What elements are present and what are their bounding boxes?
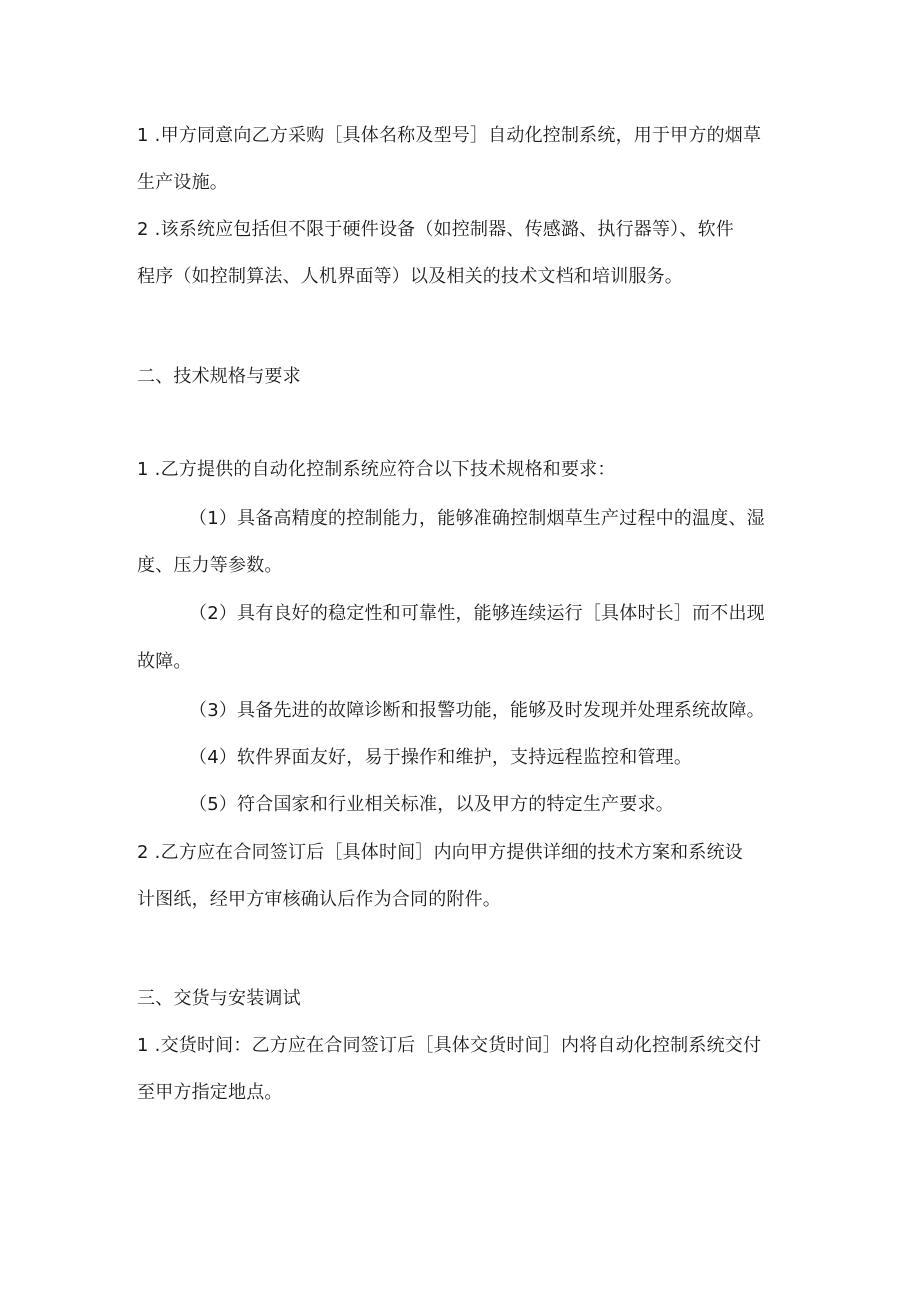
s1-item2-number: 2 (137, 219, 149, 240)
s1-item1-text: .甲方同意向乙方采购［具体名称及型号］自动化控制系统，用于甲方的烟草 (154, 125, 762, 146)
s1-item1-line2: 生产设施。 (137, 172, 228, 193)
s3-item1-line2: 至甲方指定地点。 (137, 1082, 283, 1103)
s2-item2-number: 2 (137, 842, 149, 863)
s3-item1-text: .交货时间：乙方应在合同签订后［具体交货时间］内将自动化控制系统交付 (154, 1035, 762, 1056)
s2-item1-number: 1 (137, 459, 149, 480)
s2-sub5-line1: （5）符合国家和行业相关标准，以及甲方的特定生产要求。 (189, 794, 674, 815)
s1-item1-line1 (137, 125, 761, 147)
s1-item2-line2: 程序（如控制算法、人机界面等）以及相关的技术文档和培训服务。 (137, 266, 683, 287)
s2-item1-line1 (137, 459, 616, 481)
s3-item1-line1 (137, 1035, 761, 1057)
section3-heading: 三、交货与安装调试 (137, 988, 301, 1009)
s2-sub1-line1: （1）具备高精度的控制能力，能够准确控制烟草生产过程中的温度、湿 (189, 508, 765, 529)
s2-item2-line1 (137, 842, 743, 864)
s2-sub2-line1: （2）具有良好的稳定性和可靠性，能够连续运行［具体时长］而不出现 (189, 603, 765, 624)
s2-sub2-line2: 故障。 (137, 651, 192, 672)
s1-item1-number: 1 (137, 125, 149, 146)
section2-heading: 二、技术规格与要求 (137, 366, 301, 387)
s3-item1-number: 1 (137, 1035, 149, 1056)
s2-sub1-line2: 度、压力等参数。 (137, 555, 283, 576)
s1-item2-line1 (137, 219, 734, 241)
s2-sub4-line1: （4）软件界面友好，易于操作和维护，支持远程监控和管理。 (189, 747, 693, 768)
s2-item2-line2: 计图纸，经甲方审核确认后作为合同的附件。 (137, 889, 501, 910)
s2-sub3-line1: （3）具备先进的故障诊断和报警功能，能够及时发现并处理系统故障。 (189, 700, 765, 721)
s2-item1-text: .乙方提供的自动化控制系统应符合以下技术规格和要求： (154, 459, 616, 480)
s2-item2-text: .乙方应在合同签订后［具体时间］内向甲方提供详细的技术方案和系统设 (154, 842, 743, 863)
s1-item2-text: .该系统应包括但不限于硬件设备（如控制器、传感潞、执行器等）、软件 (154, 219, 734, 240)
